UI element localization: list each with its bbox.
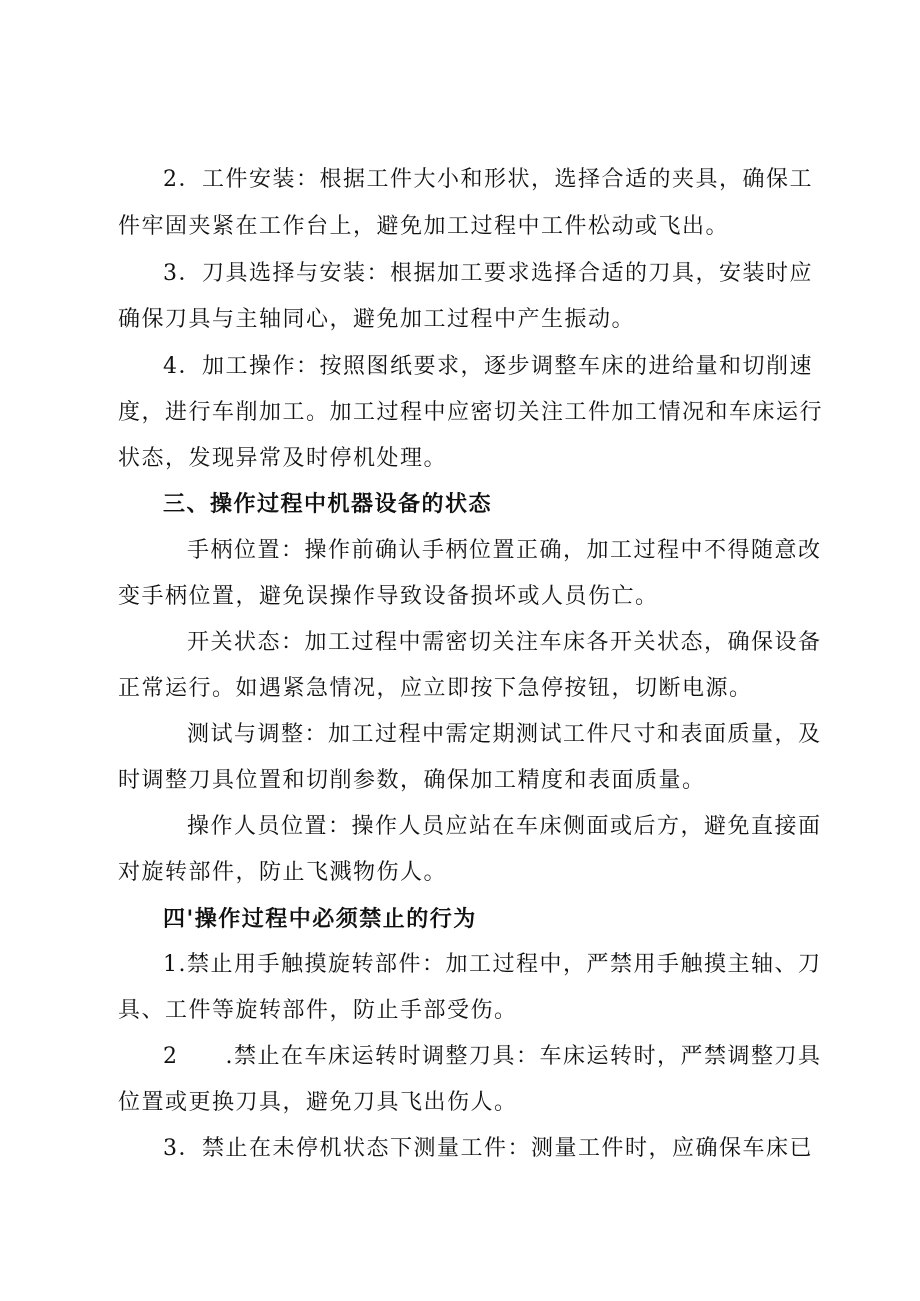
paragraph-prohibit-2-line-2: 位置或更换刀具，避免刀具飞出伤人。 bbox=[118, 1090, 518, 1115]
paragraph-test-adjust-line-2: 时调整刀具位置和切削参数，确保加工精度和表面质量。 bbox=[118, 768, 706, 793]
paragraph-item-3-line-1: 3．刀具选择与安装：根据加工要求选择合适的刀具，安装时应 bbox=[163, 261, 813, 286]
paragraph-test-adjust-line-1: 测试与调整：加工过程中需定期测试工件尺寸和表面质量，及 bbox=[187, 722, 822, 747]
paragraph-prohibit-3-line-1: 3．禁止在未停机状态下测量工件：测量工件时，应确保车床已 bbox=[163, 1136, 813, 1161]
paragraph-prohibit-1-line-2: 具、工件等旋转部件，防止手部受伤。 bbox=[118, 998, 518, 1023]
paragraph-item-2-line-1: 2．工件安装：根据工件大小和形状，选择合适的夹具，确保工 bbox=[163, 167, 813, 192]
paragraph-prohibit-2-line-1: 2 .禁止在车床运转时调整刀具：车床运转时，严禁调整刀具 bbox=[163, 1044, 822, 1069]
paragraph-item-2-line-2: 件牢固夹紧在工作台上，避免加工过程中工件松动或飞出。 bbox=[118, 214, 730, 239]
paragraph-operator-position-line-1: 操作人员位置：操作人员应站在车床侧面或后方，避免直接面 bbox=[187, 814, 822, 839]
section-heading-3: 三、操作过程中机器设备的状态 bbox=[163, 491, 493, 517]
paragraph-switch-status-line-1: 开关状态：加工过程中需密切关注车床各开关状态，确保设备 bbox=[187, 630, 822, 655]
paragraph-item-4-line-2: 度，进行车削加工。加工过程中应密切关注工件加工情况和车床运行 bbox=[118, 400, 824, 425]
paragraph-prohibit-1-line-1: 1.禁止用手触摸旋转部件：加工过程中，严禁用手触摸主轴、刀 bbox=[163, 952, 822, 977]
paragraph-item-4-line-3: 状态，发现异常及时停机处理。 bbox=[118, 446, 448, 471]
section-heading-4: 四'操作过程中必须禁止的行为 bbox=[163, 906, 477, 932]
paragraph-switch-status-line-2: 正常运行。如遇紧急情况，应立即按下急停按钮，切断电源。 bbox=[118, 676, 753, 701]
paragraph-item-3-line-2: 确保刀具与主轴同心，避免加工过程中产生振动。 bbox=[118, 307, 636, 332]
paragraph-item-4-line-1: 4．加工操作：按照图纸要求，逐步调整车床的进给量和切削速 bbox=[163, 354, 813, 379]
paragraph-handle-position-line-2: 变手柄位置，避免误操作导致设备损坏或人员伤亡。 bbox=[118, 584, 659, 609]
paragraph-operator-position-line-2: 对旋转部件，防止飞溅物伤人。 bbox=[118, 860, 448, 885]
paragraph-handle-position-line-1: 手柄位置：操作前确认手柄位置正确，加工过程中不得随意改 bbox=[187, 538, 822, 563]
